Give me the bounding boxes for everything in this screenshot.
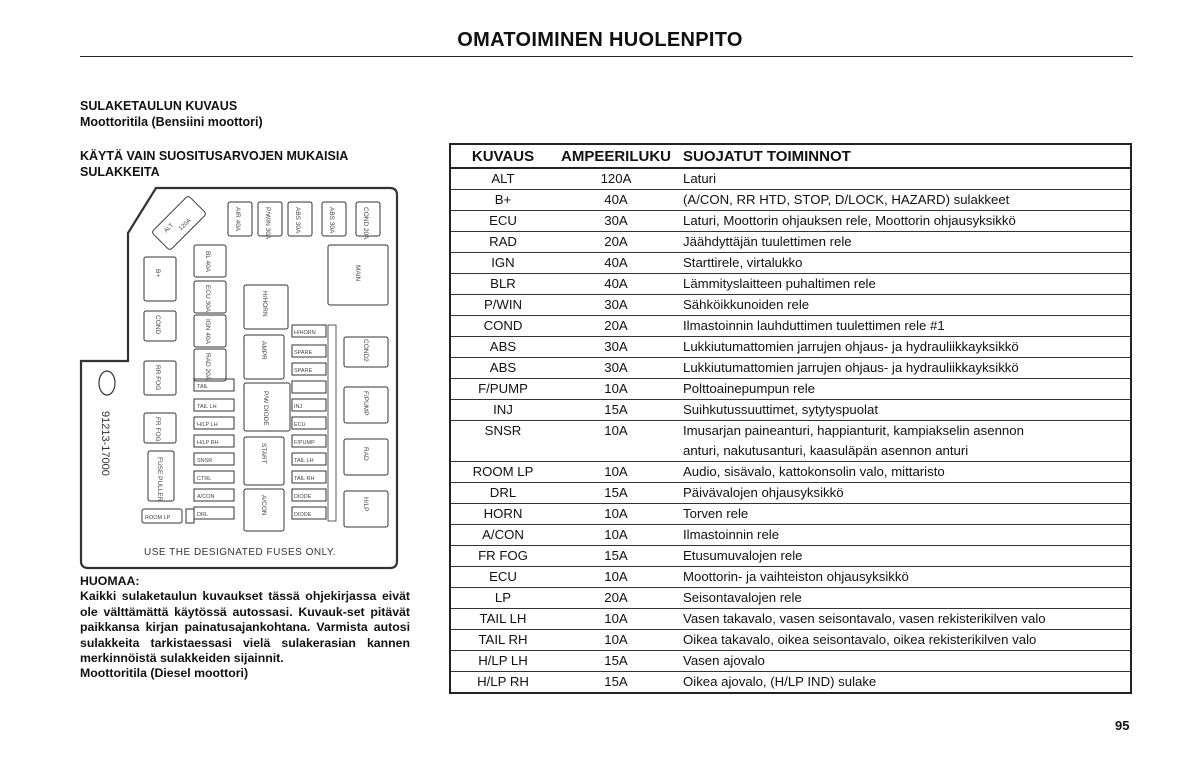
hhorn-mini-label: H/HORN <box>294 330 316 336</box>
cell-amperage: 30A <box>555 358 677 379</box>
table-row <box>450 168 1131 190</box>
cell-functions: Vasen ajovalo <box>677 651 1131 672</box>
cell-functions: Ilmastoinnin rele <box>677 525 1131 546</box>
table-row <box>450 483 1131 504</box>
drl-fuse-label: DRL <box>197 512 209 518</box>
spare1-fuse-label: SPARE <box>294 350 313 356</box>
cell-amperage: 10A <box>555 525 677 546</box>
fpump-relay-label: F/PUMP <box>362 391 369 416</box>
main-relay-label: MAIN <box>354 265 361 282</box>
ampr-relay-label: AMPR <box>260 341 267 360</box>
title-divider <box>80 56 1133 57</box>
cell-amperage <box>555 441 677 462</box>
table-row <box>450 421 1131 442</box>
column-header-amperage: AMPEERILUKU <box>555 144 677 168</box>
table-row <box>450 190 1131 211</box>
fuse-warning-line1: KÄYTÄ VAIN SUOSITUSARVOJEN MUKAISIA <box>80 149 349 163</box>
cond2-relay-label: COND2 <box>362 339 369 362</box>
note-body: Kaikki sulaketaulun kuvaukset tässä ohjekirjassa eivät ole välttämättä käytössä autossasi. Kuvauk-set pitävät paikkansa kirjan painatusajankohtana. Varmista autosi sulakkeita tarkistaessasi vielä sulakerasian kannen merkinnöistä sulakkeiden sijainnit. <box>80 589 410 666</box>
table-header-row <box>450 144 1131 168</box>
tail-lh-fuse-label: TAIL LH <box>197 404 217 410</box>
cell-description: TAIL LH <box>450 609 555 630</box>
cell-amperage: 10A <box>555 630 677 651</box>
hlp-relay-label: H/LP <box>362 497 369 512</box>
table-row <box>450 504 1131 525</box>
cell-description: ALT <box>450 168 555 190</box>
cell-amperage: 40A <box>555 253 677 274</box>
table-row <box>450 672 1131 694</box>
cell-description: FR FOG <box>450 546 555 567</box>
table-row <box>450 588 1131 609</box>
cell-functions: Etusumuvalojen rele <box>677 546 1131 567</box>
cell-functions: Ilmastoinnin lauhduttimen tuulettimen rele #1 <box>677 316 1131 337</box>
cell-amperage: 20A <box>555 588 677 609</box>
table-row <box>450 651 1131 672</box>
hlp-rh-fuse-label: H/LP RH <box>197 440 219 446</box>
diode-fuse-label: DIODE <box>294 494 312 500</box>
table-row <box>450 232 1131 253</box>
rr-fog-relay-label: RR FOG <box>154 365 161 391</box>
table-row <box>450 253 1131 274</box>
fusebox-bottom-text: USE THE DESIGNATED FUSES ONLY. <box>144 547 337 558</box>
cell-amperage: 120A <box>555 168 677 190</box>
cell-functions: Sähköikkunoiden rele <box>677 295 1131 316</box>
abs1-fuse-label: ABS 30A <box>294 207 301 234</box>
table-row <box>450 462 1131 483</box>
cell-functions: Laturi <box>677 168 1131 190</box>
cell-functions: Starttirele, virtalukko <box>677 253 1131 274</box>
cell-functions: Lukkiutumattomien jarrujen ohjaus- ja hydrauliikkayksikkö <box>677 337 1131 358</box>
cell-functions: Oikea takavalo, oikea seisontavalo, oikea rekisterikilven valo <box>677 630 1131 651</box>
cell-description: A/CON <box>450 525 555 546</box>
cell-description: P/WIN <box>450 295 555 316</box>
cell-description: IGN <box>450 253 555 274</box>
cell-description: ECU <box>450 567 555 588</box>
cell-description: INJ <box>450 400 555 421</box>
table-row <box>450 525 1131 546</box>
cell-description: SNSR <box>450 421 555 442</box>
cell-amperage: 10A <box>555 609 677 630</box>
cell-description: ABS <box>450 337 555 358</box>
fuse-warning-heading <box>80 148 348 180</box>
fuse-puller-label: FUSE PULLER <box>156 457 163 502</box>
snsr-fuse-label: SNSR <box>197 458 213 464</box>
cell-amperage: 30A <box>555 211 677 232</box>
cell-functions: Oikea ajovalo, (H/LP IND) sulake <box>677 672 1131 694</box>
tail-rh-mini-label: TAIL RH <box>294 476 315 482</box>
cell-functions: Imusarjan paineanturi, happianturit, kampiakselin asennon <box>677 421 1131 442</box>
cell-functions: Lämmityslaitteen puhaltimen rele <box>677 274 1131 295</box>
cell-amperage: 40A <box>555 274 677 295</box>
table-row <box>450 337 1131 358</box>
table-body <box>450 168 1131 693</box>
acon-relay-label: A/CON <box>260 495 267 516</box>
table-row <box>450 295 1131 316</box>
section-heading <box>80 98 263 130</box>
table-row <box>450 567 1131 588</box>
tail-lh-mini-label: TAIL LH <box>294 458 314 464</box>
table-row <box>450 546 1131 567</box>
cell-description: HORN <box>450 504 555 525</box>
note-title: HUOMAA: <box>80 574 140 588</box>
cell-description: H/LP RH <box>450 672 555 694</box>
tail-fuse-label: TAIL <box>197 384 209 390</box>
table-row <box>450 609 1131 630</box>
cell-description: TAIL RH <box>450 630 555 651</box>
cell-amperage: 10A <box>555 379 677 400</box>
bplus-relay-label: B+ <box>154 269 161 278</box>
fpump-mini-label: F/PUMP <box>294 440 315 446</box>
cell-description: LP <box>450 588 555 609</box>
acon-fuse-label: A/CON <box>197 494 215 500</box>
note-footer: Moottoritila (Diesel moottori) <box>80 666 249 681</box>
cell-amperage: 30A <box>555 295 677 316</box>
h-horn-relay-label: H/HORN <box>261 291 268 317</box>
cell-functions: Moottorin- ja vaihteiston ohjausyksikkö <box>677 567 1131 588</box>
cell-amperage: 15A <box>555 483 677 504</box>
cell-functions: Jäähdyttäjän tuulettimen rele <box>677 232 1131 253</box>
cell-description: COND <box>450 316 555 337</box>
cell-amperage: 20A <box>555 232 677 253</box>
table-row <box>450 441 1131 462</box>
cell-functions: Päivävalojen ohjausyksikkö <box>677 483 1131 504</box>
part-number: 91213-17000 <box>99 411 111 476</box>
section-heading-line2: Moottoritila (Bensiini moottori) <box>80 115 263 129</box>
abs2-fuse-label: ABS 30A <box>328 207 335 234</box>
bl-fuse-label: BL 40A <box>204 251 211 273</box>
cell-amperage: 10A <box>555 567 677 588</box>
cell-amperage: 10A <box>555 462 677 483</box>
cell-description: B+ <box>450 190 555 211</box>
cell-functions: Laturi, Moottorin ohjauksen rele, Moottorin ohjausyksikkö <box>677 211 1131 232</box>
diode-mini-label: DIODE <box>294 512 312 518</box>
cell-amperage: 30A <box>555 337 677 358</box>
fr-fog-relay-label: FR FOG <box>154 417 161 442</box>
alt-fuse-amp: 120A <box>178 218 193 233</box>
cell-amperage: 20A <box>555 316 677 337</box>
cell-description: ECU <box>450 211 555 232</box>
cell-functions: Polttoainepumpun rele <box>677 379 1131 400</box>
ecu-fuse-label: ECU 30A <box>204 285 211 313</box>
pwin-fuse-label: P/WIN 30A <box>264 207 271 240</box>
cond-relay-label: COND <box>154 315 161 335</box>
cell-amperage: 15A <box>555 672 677 694</box>
cell-description: ROOM LP <box>450 462 555 483</box>
fuse-table <box>449 143 1132 694</box>
ign-fuse-label: IGN 40A <box>204 319 211 344</box>
cell-functions: Audio, sisävalo, kattokonsolin valo, mittaristo <box>677 462 1131 483</box>
table-row <box>450 358 1131 379</box>
cell-description: ABS <box>450 358 555 379</box>
cell-functions: (A/CON, RR HTD, STOP, D/LOCK, HAZARD) sulakkeet <box>677 190 1131 211</box>
table-row <box>450 316 1131 337</box>
alt-fuse-label: ALT <box>163 222 176 235</box>
ctrl-fuse-label: CTRL <box>197 476 212 482</box>
cell-functions: Lukkiutumattomien jarrujen ohjaus- ja hydrauliikkayksikkö <box>677 358 1131 379</box>
note-section <box>80 574 410 682</box>
table-row <box>450 630 1131 651</box>
pw-diode-label: P/W DIODE <box>262 391 269 426</box>
cell-functions: Seisontavalojen rele <box>677 588 1131 609</box>
cell-amperage: 10A <box>555 421 677 442</box>
start-relay-label: START <box>260 443 267 464</box>
cell-functions: anturi, nakutusanturi, kaasuläpän asennon anturi <box>683 443 969 458</box>
column-header-functions: SUOJATUT TOIMINNOT <box>677 144 1131 168</box>
cell-description: BLR <box>450 274 555 295</box>
table-row <box>450 379 1131 400</box>
cell-functions: Suihkutussuuttimet, sytytyspuolat <box>677 400 1131 421</box>
cell-amperage: 15A <box>555 400 677 421</box>
cell-amperage: 15A <box>555 651 677 672</box>
column-header-description: KUVAUS <box>450 144 555 168</box>
cell-description: DRL <box>450 483 555 504</box>
ecu-mini-label: ECU <box>294 422 306 428</box>
cond-fuse-label: COND 20A <box>362 207 369 240</box>
cell-description: RAD <box>450 232 555 253</box>
cell-description <box>450 441 555 462</box>
air-fuse-label: AIR 40A <box>234 207 241 232</box>
cell-description: F/PUMP <box>450 379 555 400</box>
cell-functions: Vasen takavalo, vasen seisontavalo, vasen rekisterikilven valo <box>677 609 1131 630</box>
page-title: OMATOIMINEN HUOLENPITO <box>457 29 743 51</box>
table-row <box>450 400 1131 421</box>
cell-amperage: 40A <box>555 190 677 211</box>
fuse-box-diagram <box>78 185 400 571</box>
table-row <box>450 274 1131 295</box>
inj-fuse-label: INJ <box>294 404 303 410</box>
rad-relay-label: RAD <box>362 447 369 461</box>
cell-description: H/LP LH <box>450 651 555 672</box>
section-heading-line1: SULAKETAULUN KUVAUS <box>80 99 238 113</box>
spare2-fuse-label: SPARE <box>294 368 313 374</box>
room-lp-label: ROOM LP <box>145 515 171 521</box>
fuse-warning-line2: SULAKKEITA <box>80 165 160 179</box>
cell-amperage: 10A <box>555 504 677 525</box>
cell-functions: Torven rele <box>677 504 1131 525</box>
rad-fuse-label: RAD 20A <box>204 353 211 381</box>
page-number: 95 <box>1115 718 1130 733</box>
table-row <box>450 211 1131 232</box>
cell-amperage: 15A <box>555 546 677 567</box>
hlp-lh-fuse-label: H/LP LH <box>197 422 218 428</box>
